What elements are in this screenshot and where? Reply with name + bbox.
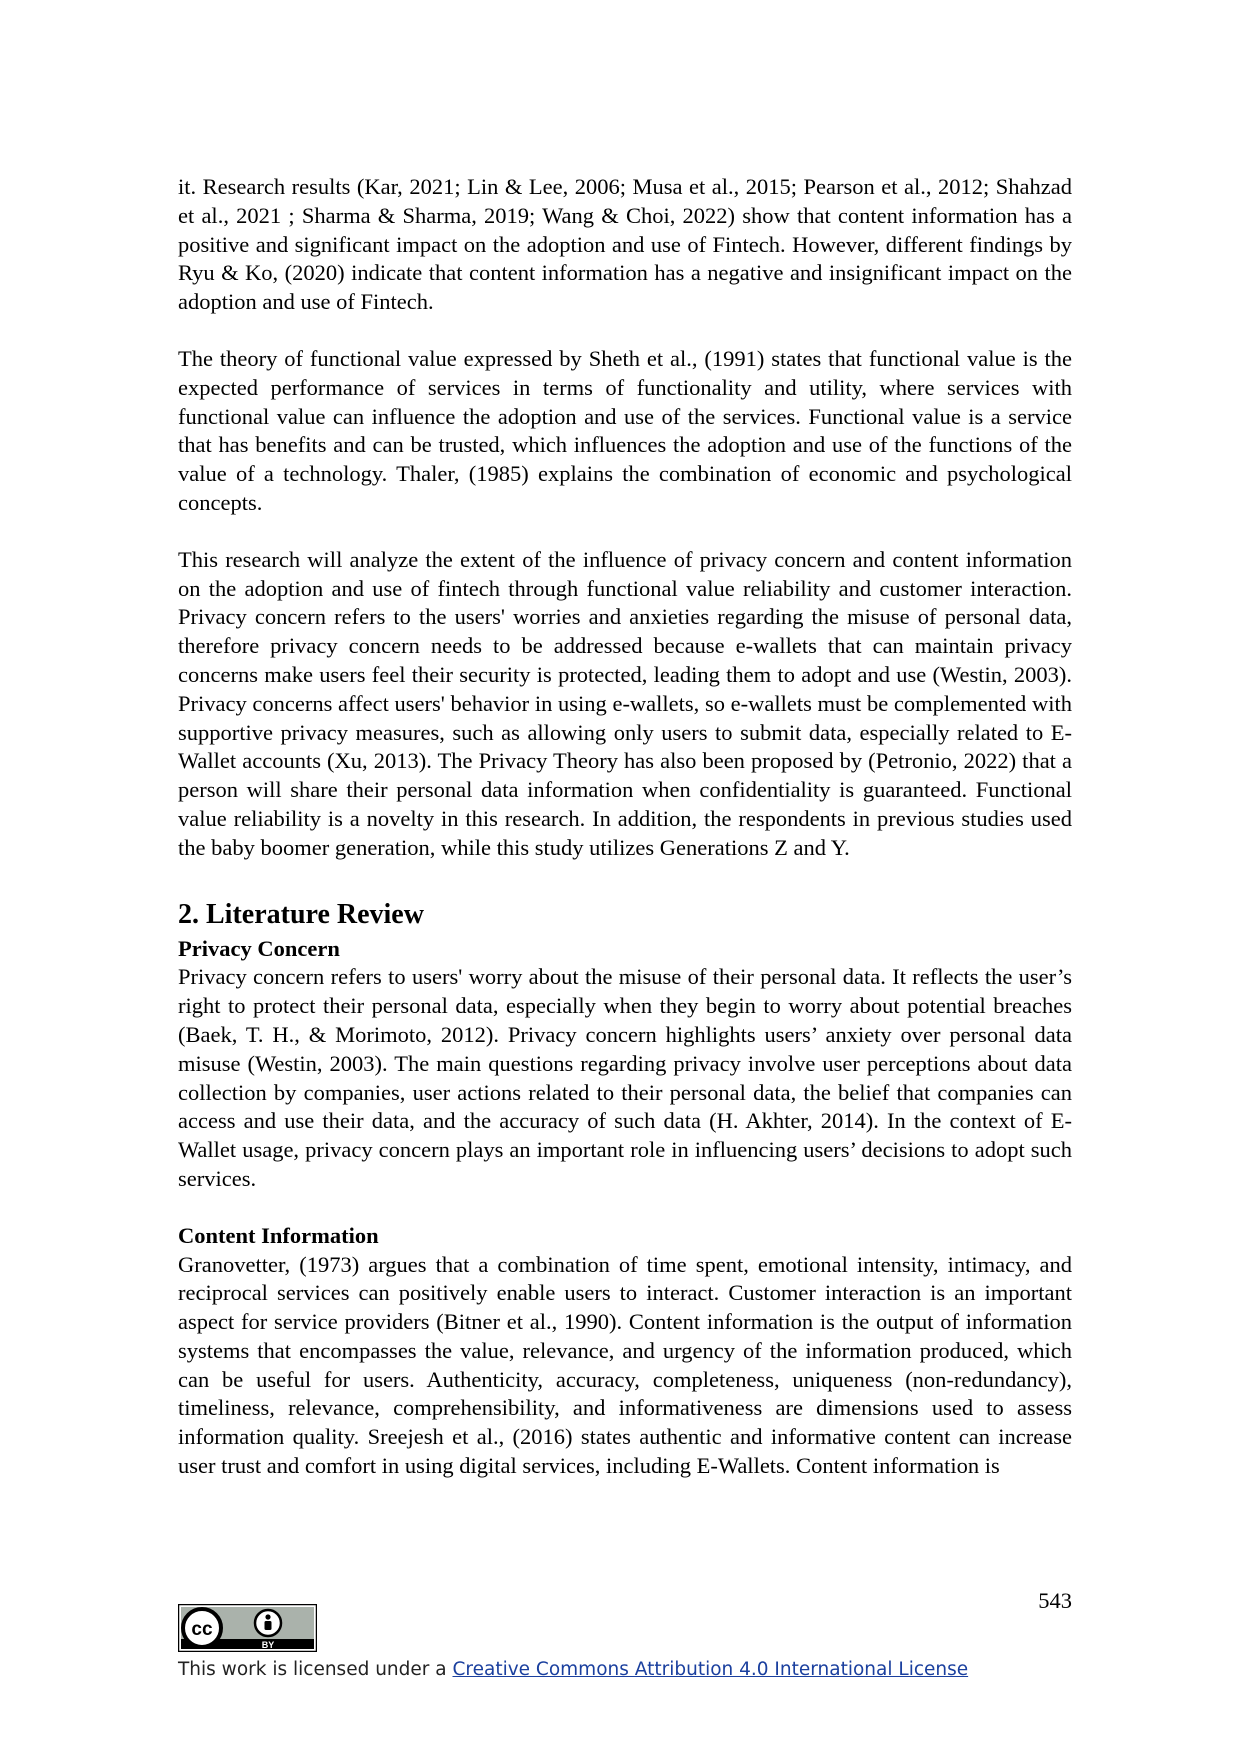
by-label: BY [261,1640,275,1650]
license-footer [178,1659,968,1680]
paragraph-intro-3: This research will analyze the extent of the influence of privacy concern and content information on the adoption and use of fintech through functional value reliability and customer interaction. Privacy concern refers to the users' worries and anxieties regarding the misuse of personal data, therefore privacy concern needs to be addressed because e-wallets that can maintain privacy concerns make users feel their security is protected, leading them to adopt and use (Westin, 2003). Privacy concerns affect users' behavior in using e-wallets, so e-wallets must be complemented with supportive privacy measures, such as allowing only users to submit data, especially related to E-Wallet accounts (Xu, 2013). The Privacy Theory has also been proposed by (Petronio, 2022) that a person will share their personal data information when confidentiality is guaranteed. Functional value reliability is a novelty in this research. In addition, the respondents in previous studies used the baby boomer generation, while this study utilizes Generations Z and Y. [178,546,1072,860]
cc-by-license-badge[interactable] [178,1604,317,1652]
subheading-privacy-concern: Privacy Concern [178,935,340,961]
cc-icon-text: cc [191,1619,213,1640]
paragraph-privacy-concern: Privacy concern refers to users' worry about the misuse of their personal data. It reflects the user’s right to protect their personal data, especially when they begin to worry about potential breaches (Baek, T. H., & Morimoto, 2012). Privacy concern highlights users’ anxiety over personal data misuse (Westin, 2003). The main questions regarding privacy involve user perceptions about data collection by companies, user actions related to their personal data, the belief that companies can access and use their data, and the accuracy of such data (H. Akhter, 2014). In the context of E-Wallet usage, privacy concern plays an important role in influencing users’ decisions to adopt such services. [178,964,1072,1191]
paragraph-intro-1: it. Research results (Kar, 2021; Lin & Lee, 2006; Musa et al., 2015; Pearson et al., 2012; Shahzad et al., 2021 ; Sharma & Sharma, 2019; Wang & Choi, 2022) show that content information has a positive and significant impact on the adoption and use of Fintech. However, different findings by Ryu & Ko, (2020) indicate that content information has a negative and insignificant impact on the adoption and use of Fintech. [178,174,1072,315]
paragraph-intro-2: The theory of functional value expressed by Sheth et al., (1991) states that functional value is the expected performance of services in terms of functionality and utility, where services with functional value can influence the adoption and use of the services. Functional value is a service that has benefits and can be trusted, which influences the adoption and use of the functions of the value of a technology. Thaler, (1985) explains the combination of economic and psychological concepts. [178,345,1072,515]
subheading-content-information: Content Information [178,1222,379,1248]
license-footer-prefix: This work is licensed under a [178,1659,453,1680]
page-body [178,173,1072,1481]
license-link[interactable]: Creative Commons Attribution 4.0 International License [452,1659,969,1680]
page-number: 543 [1038,1588,1072,1613]
paragraph-content-information: Granovetter, (1973) argues that a combination of time spent, emotional intensity, intimacy, and reciprocal services can positively enable users to interact. Customer interaction is an important aspect for service providers (Bitner et al., 1990). Content information is the output of information systems that encompasses the value, relevance, and urgency of the information produced, which can be useful for users. Authenticity, accuracy, completeness, uniqueness (non-redundancy), timeliness, relevance, comprehensibility, and informativeness are dimensions used to assess information quality. Sreejesh et al., (2016) states authentic and informative content can increase user trust and comfort in using digital services, including E-Wallets. Content information is [178,1251,1072,1479]
section-title-literature-review: 2. Literature Review [178,898,424,930]
